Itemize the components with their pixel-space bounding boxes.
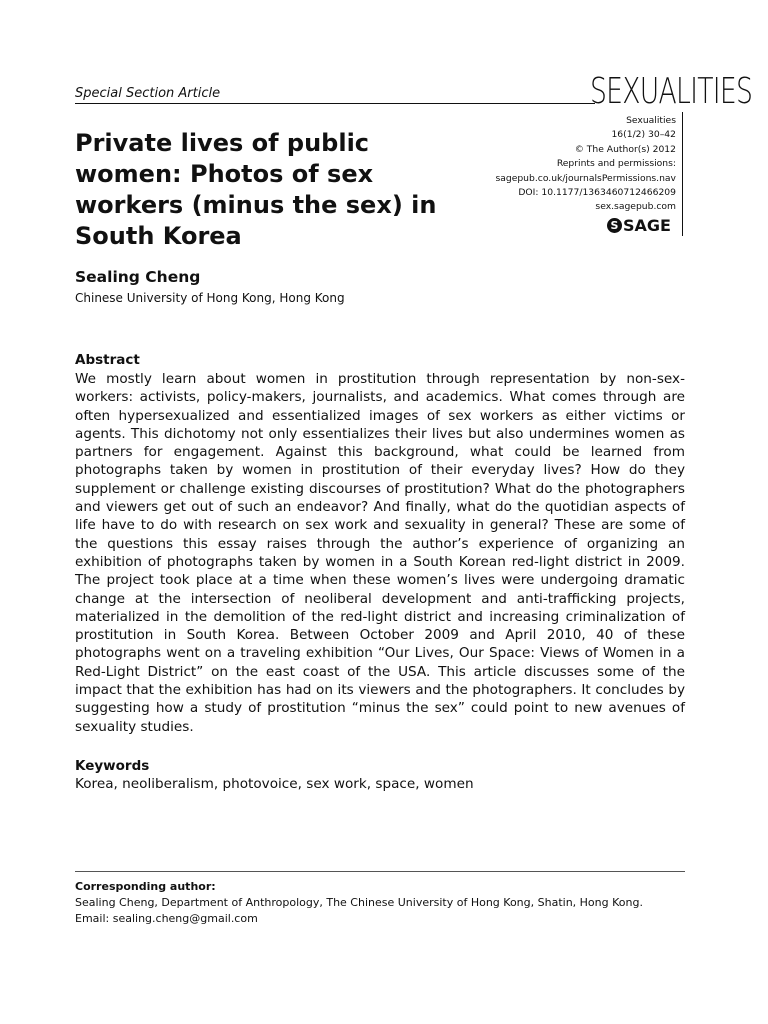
section-label: Special Section Article (75, 86, 221, 101)
corresponding-author-heading: Corresponding author: (75, 880, 216, 893)
corresponding-author-email[interactable]: Email: sealing.cheng@gmail.com (75, 912, 258, 925)
meta-divider (682, 112, 683, 236)
abstract-heading: Abstract (75, 352, 140, 368)
permissions-link[interactable]: sagepub.co.uk/journalsPermissions.nav (495, 172, 676, 184)
journal-site-link[interactable]: sex.sagepub.com (595, 201, 676, 213)
journal-name: Sexualities (626, 115, 676, 126)
sage-logo (607, 216, 671, 235)
sage-wordmark: SAGE (623, 216, 671, 235)
article-title: Private lives of public women: Photos of sex workers (minus the sex) in South Korea (75, 129, 437, 250)
journal-meta (495, 114, 676, 215)
header-rule (75, 103, 595, 104)
journal-logo: SEXUALITIES (590, 71, 753, 112)
author-affiliation: Chinese University of Hong Kong, Hong Kong (75, 291, 345, 305)
reprints-label: Reprints and permissions: (556, 158, 676, 170)
doi[interactable]: DOI: 10.1177/1363460712466209 (518, 187, 676, 199)
copyright: © The Author(s) 2012 (574, 143, 676, 155)
author-name: Sealing Cheng (75, 268, 201, 286)
corresponding-author-address: Sealing Cheng, Department of Anthropology, The Chinese University of Hong Kong, Shatin, Hong Kong. (75, 896, 643, 909)
keywords-heading: Keywords (75, 758, 150, 774)
keywords-text: Korea, neoliberalism, photovoice, sex work, space, women (75, 776, 474, 792)
abstract-text: We mostly learn about women in prostitution through representation by non-sex-workers: activists, policy-makers, journalists, and academics. What comes through are often hypersexualized and essentialized images of sex workers as either victims or agents. This dichotomy not only essentializes their lives but also undermines women as partners for engagement. Against this background, what could be learned from photographs taken by women in prostitution of their everyday lives? How do they supplement or challenge existing discourses of prostitution? What do the photographers and viewers get out of such an endeavor? And finally, what do the quotidian aspects of life have to do with research on sex work and sexuality in general? These are some of the questions this essay raises through the author’s experience of organizing an exhibition of photographs taken by women in a South Korean red-light district in 2009. The project took place at a time when these women’s lives were undergoing dramatic change at the intersection of neoliberal development and anti-trafficking projects, materialized in the demolition of the red-light district and increasing criminalization of prostitution in South Korea. Between October 2009 and April 2010, 40 of these photographs went on a traveling exhibition “Our Lives, Our Space: Views of Women in a Red-Light District” on the east coast of the USA. This article discusses some of the impact that the exhibition has had on its viewers and the photographers. It concludes by suggesting how a study of prostitution “minus the sex” could point to new avenues of sexuality studies. (75, 371, 685, 735)
journal-volume: 16(1/2) 30–42 (611, 129, 676, 141)
footnote-rule (75, 871, 685, 872)
sage-mark-icon: S (607, 218, 622, 233)
